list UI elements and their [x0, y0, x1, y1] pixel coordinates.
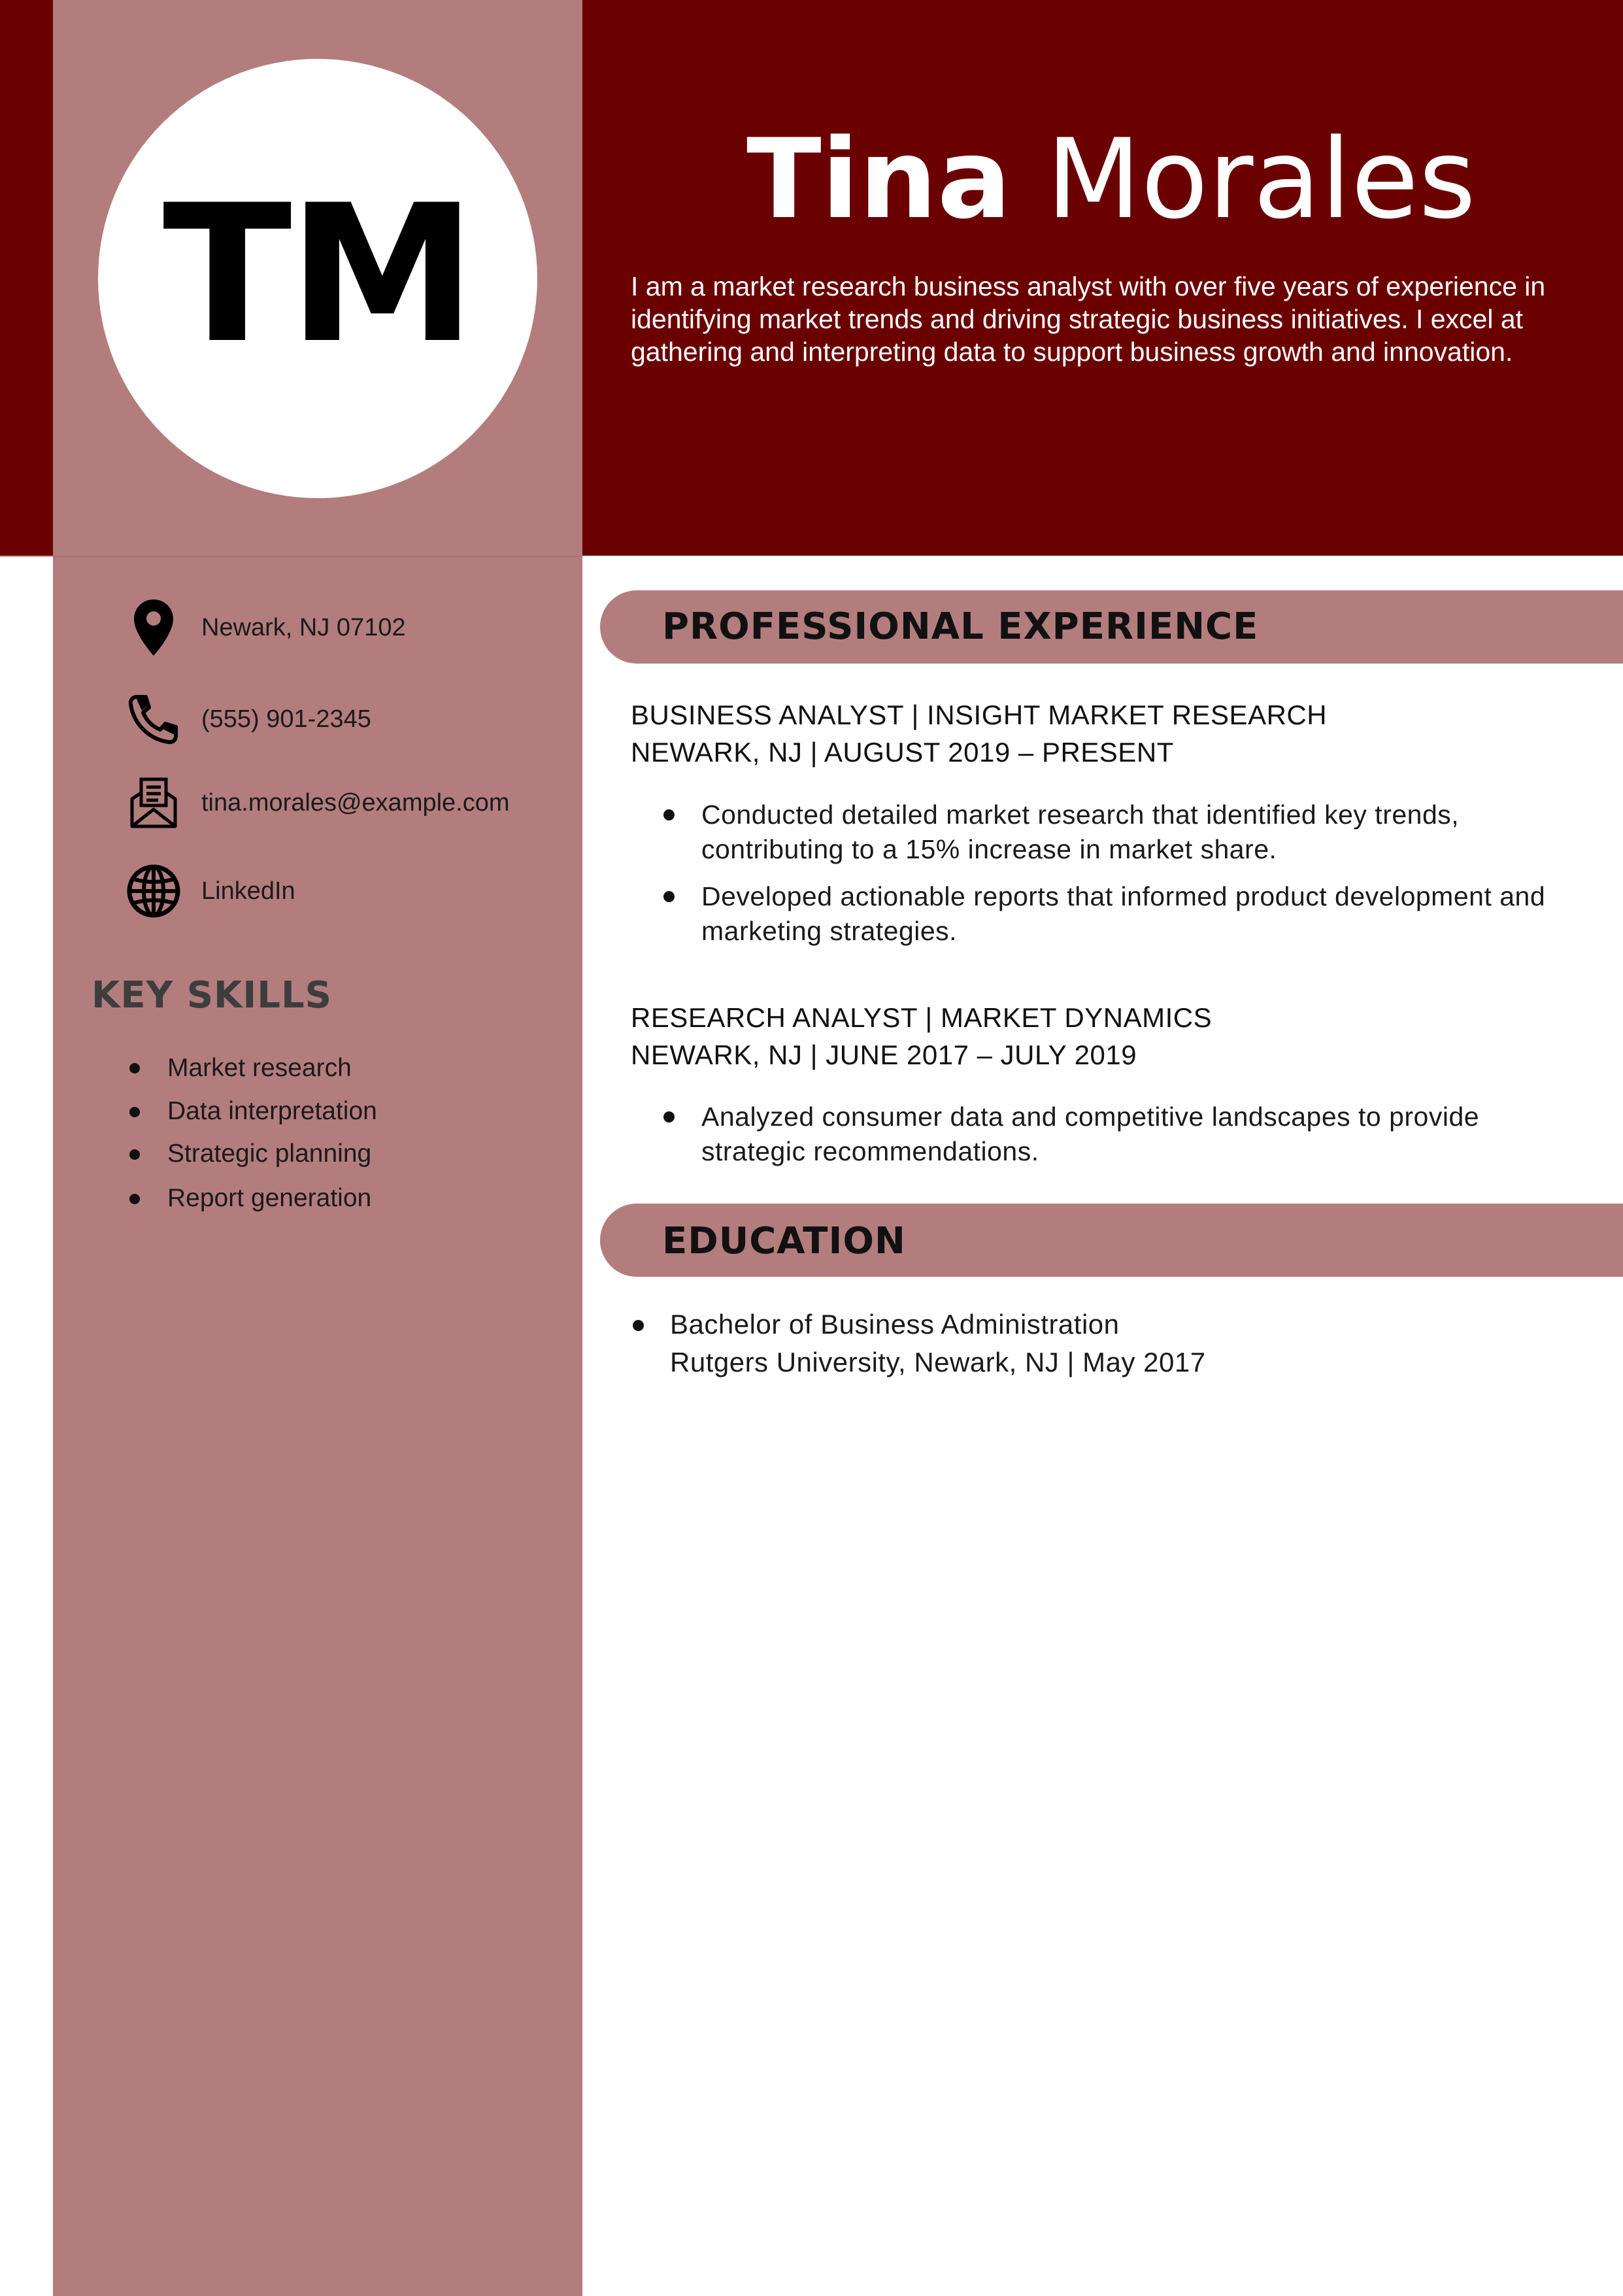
phone-text[interactable]: (555) 901-2345	[201, 705, 371, 733]
contact-email	[124, 773, 510, 832]
job-location-dates: NEWARK, NJ | AUGUST 2019 – PRESENT	[631, 737, 1174, 768]
skill-item: Market research	[167, 1054, 352, 1082]
bullet	[663, 1111, 675, 1123]
job-bullet: Developed actionable reports that informed product development and marketing strategies.	[701, 881, 1546, 946]
contact-linkedin	[124, 862, 295, 920]
job-title: BUSINESS ANALYST | INSIGHT MARKET RESEARCH	[631, 700, 1328, 730]
location-pin-icon	[124, 598, 183, 657]
job-bullet: Analyzed consumer data and competitive landscapes to provide strategic recommendations.	[701, 1102, 1480, 1166]
mail-icon	[124, 773, 183, 832]
monogram-avatar	[98, 59, 537, 498]
bullet	[633, 1320, 644, 1331]
bullet	[663, 809, 675, 820]
header-bottom-edge	[0, 556, 53, 557]
skills-heading: KEY SKILLS	[92, 974, 332, 1017]
job-location-dates: NEWARK, NJ | JUNE 2017 – JULY 2019	[631, 1039, 1137, 1070]
degree: Bachelor of Business Administration	[670, 1309, 1120, 1340]
profile-summary: I am a market research business analyst with over five years of experience in identifying market trends and driving strategic business initiatives. I excel at gathering and interpreting data to support business growth and innovation.	[631, 271, 1546, 367]
skill-item: Report generation	[167, 1184, 372, 1212]
skill-bullet	[129, 1063, 140, 1073]
candidate-name	[627, 115, 1595, 243]
skill-bullet	[129, 1149, 140, 1160]
education-heading: EDUCATION	[662, 1220, 906, 1262]
job-title: RESEARCH ANALYST | MARKET DYNAMICS	[631, 1002, 1213, 1033]
job-bullet: Conducted detailed market research that identified key trends, contributing to a 15% increase in market share.	[701, 800, 1460, 864]
location-text: Newark, NJ 07102	[201, 613, 406, 641]
first-name: Tina	[746, 115, 1012, 243]
school-and-date: Rutgers University, Newark, NJ | May 2017	[670, 1347, 1206, 1377]
experience-heading: PROFESSIONAL EXPERIENCE	[662, 605, 1259, 648]
contact-location	[124, 598, 406, 657]
globe-icon	[124, 862, 183, 920]
linkedin-link[interactable]: LinkedIn	[201, 877, 295, 905]
contact-phone	[124, 690, 371, 749]
skill-bullet	[129, 1107, 140, 1117]
skill-item: Strategic planning	[167, 1140, 372, 1168]
monogram-initials: TM	[162, 165, 473, 385]
skill-bullet	[129, 1194, 140, 1204]
bullet	[663, 891, 675, 902]
email-text[interactable]: tina.morales@example.com	[201, 788, 510, 817]
sidebar-divider	[53, 556, 582, 557]
phone-icon	[124, 690, 183, 749]
skill-item: Data interpretation	[167, 1097, 377, 1125]
last-name: Morales	[1046, 115, 1476, 243]
